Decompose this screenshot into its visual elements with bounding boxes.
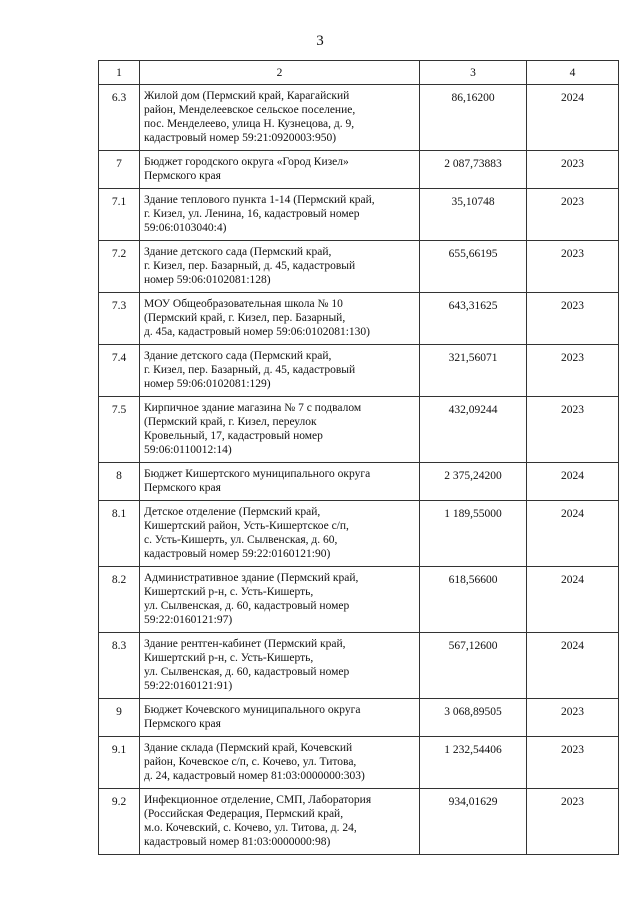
row-year: 2023 (527, 699, 619, 737)
row-year: 2023 (527, 241, 619, 293)
row-number: 8 (99, 463, 140, 501)
table-row (99, 189, 619, 241)
description-line: пос. Менделеево, улица Н. Кузнецова, д. 9, (144, 118, 355, 130)
description-line: Пермского края (144, 718, 221, 730)
description-line: Здание рентген-кабинет (Пермский край, (144, 638, 346, 650)
description-line: кадастровый номер 59:21:0920003:950) (144, 132, 337, 144)
table-row (99, 293, 619, 345)
description-line: кадастровый номер 81:03:0000000:98) (144, 836, 331, 848)
row-number: 9.2 (99, 789, 140, 855)
description-line: Пермского края (144, 482, 221, 494)
row-description (140, 345, 420, 397)
row-number: 7 (99, 151, 140, 189)
row-amount: 1 189,55000 (420, 501, 527, 567)
row-number: 7.2 (99, 241, 140, 293)
table-row (99, 241, 619, 293)
header-col-2: 2 (140, 61, 420, 85)
row-year: 2023 (527, 397, 619, 463)
description-line: ул. Сылвенская, д. 60, кадастровый номер (144, 600, 350, 612)
table-row (99, 699, 619, 737)
row-year: 2023 (527, 789, 619, 855)
row-year: 2024 (527, 85, 619, 151)
description-line: д. 45а, кадастровый номер 59:06:0102081:130) (144, 326, 370, 338)
row-description (140, 737, 420, 789)
description-line: 59:22:0160121:97) (144, 614, 233, 626)
description-line: Кирпичное здание магазина № 7 с подвалом (144, 402, 362, 414)
table-header-row (99, 61, 619, 85)
row-amount: 321,56071 (420, 345, 527, 397)
property-table (98, 60, 619, 855)
row-amount: 618,56600 (420, 567, 527, 633)
row-amount: 2 087,73883 (420, 151, 527, 189)
row-year: 2023 (527, 345, 619, 397)
description-line: Жилой дом (Пермский край, Карагайский (144, 90, 350, 102)
description-line: г. Кизел, ул. Ленина, 16, кадастровый номер (144, 208, 360, 220)
row-amount: 3 068,89505 (420, 699, 527, 737)
description-line: Кишертский район, Усть-Кишертское с/п, (144, 520, 349, 532)
description-line: д. 24, кадастровый номер 81:03:0000000:303) (144, 770, 365, 782)
header-col-3: 3 (420, 61, 527, 85)
description-line: Здание детского сада (Пермский край, (144, 350, 332, 362)
row-amount: 432,09244 (420, 397, 527, 463)
row-amount: 567,12600 (420, 633, 527, 699)
description-line: г. Кизел, пер. Базарный, д. 45, кадастровый (144, 260, 356, 272)
row-description (140, 189, 420, 241)
table-row (99, 463, 619, 501)
row-year: 2024 (527, 567, 619, 633)
description-line: район, Кочевское с/п, с. Кочево, ул. Титова, (144, 756, 357, 768)
row-number: 7.4 (99, 345, 140, 397)
table-body (99, 85, 619, 855)
description-line: Бюджет Кишертского муниципального округа (144, 468, 371, 480)
row-description (140, 397, 420, 463)
description-line: м.о. Кочевский, с. Кочево, ул. Титова, д. 24, (144, 822, 357, 834)
description-line: кадастровый номер 59:22:0160121:90) (144, 548, 331, 560)
row-number: 8.2 (99, 567, 140, 633)
row-amount: 2 375,24200 (420, 463, 527, 501)
row-description (140, 85, 420, 151)
row-description (140, 151, 420, 189)
row-description (140, 789, 420, 855)
row-description (140, 241, 420, 293)
table-row (99, 151, 619, 189)
page-number: 3 (316, 33, 324, 49)
description-line: Инфекционное отделение, СМП, Лаборатория (144, 794, 372, 806)
table-row (99, 345, 619, 397)
description-line: Здание теплового пункта 1-14 (Пермский край, (144, 194, 375, 206)
row-amount: 655,66195 (420, 241, 527, 293)
row-description (140, 567, 420, 633)
table-row (99, 633, 619, 699)
description-line: Здание склада (Пермский край, Кочевский (144, 742, 353, 754)
description-line: номер 59:06:0102081:128) (144, 274, 271, 286)
header-col-4: 4 (527, 61, 619, 85)
description-line: Детское отделение (Пермский край, (144, 506, 321, 518)
description-line: г. Кизел, пер. Базарный, д. 45, кадастровый (144, 364, 356, 376)
row-number: 8.3 (99, 633, 140, 699)
row-amount: 934,01629 (420, 789, 527, 855)
row-description (140, 699, 420, 737)
row-number: 9 (99, 699, 140, 737)
description-line: ул. Сылвенская, д. 60, кадастровый номер (144, 666, 350, 678)
row-description (140, 463, 420, 501)
row-number: 9.1 (99, 737, 140, 789)
row-year: 2023 (527, 151, 619, 189)
description-line: Здание детского сада (Пермский край, (144, 246, 332, 258)
description-line: Кровельный, 17, кадастровый номер (144, 430, 323, 442)
table-row (99, 501, 619, 567)
description-line: номер 59:06:0102081:129) (144, 378, 271, 390)
description-line: Бюджет Кочевского муниципального округа (144, 704, 361, 716)
description-line: 59:22:0160121:91) (144, 680, 233, 692)
row-year: 2023 (527, 189, 619, 241)
description-line: 59:06:0103040:4) (144, 222, 227, 234)
row-number: 8.1 (99, 501, 140, 567)
header-col-1: 1 (99, 61, 140, 85)
row-description (140, 293, 420, 345)
row-year: 2024 (527, 501, 619, 567)
row-year: 2024 (527, 463, 619, 501)
row-year: 2024 (527, 633, 619, 699)
row-number: 6.3 (99, 85, 140, 151)
description-line: МОУ Общеобразовательная школа № 10 (144, 298, 343, 310)
row-description (140, 501, 420, 567)
row-number: 7.3 (99, 293, 140, 345)
description-line: Административное здание (Пермский край, (144, 572, 359, 584)
description-line: Кишертский р-н, с. Усть-Кишерть, (144, 652, 314, 664)
description-line: (Российская Федерация, Пермский край, (144, 808, 344, 820)
row-amount: 643,31625 (420, 293, 527, 345)
table-row (99, 397, 619, 463)
row-year: 2023 (527, 293, 619, 345)
description-line: Пермского края (144, 170, 221, 182)
table-row (99, 737, 619, 789)
description-line: с. Усть-Кишерть, ул. Сылвенская, д. 60, (144, 534, 338, 546)
description-line: Бюджет городского округа «Город Кизел» (144, 156, 349, 168)
table-row (99, 789, 619, 855)
description-line: район, Менделеевское сельское поселение, (144, 104, 356, 116)
description-line: Кишертский р-н, с. Усть-Кишерть, (144, 586, 314, 598)
table-row (99, 567, 619, 633)
table-row (99, 85, 619, 151)
row-amount: 35,10748 (420, 189, 527, 241)
row-amount: 86,16200 (420, 85, 527, 151)
row-year: 2023 (527, 737, 619, 789)
row-number: 7.1 (99, 189, 140, 241)
row-description (140, 633, 420, 699)
description-line: 59:06:0110012:14) (144, 444, 232, 456)
description-line: (Пермский край, г. Кизел, переулок (144, 416, 317, 428)
row-number: 7.5 (99, 397, 140, 463)
row-amount: 1 232,54406 (420, 737, 527, 789)
description-line: (Пермский край, г. Кизел, пер. Базарный, (144, 312, 346, 324)
